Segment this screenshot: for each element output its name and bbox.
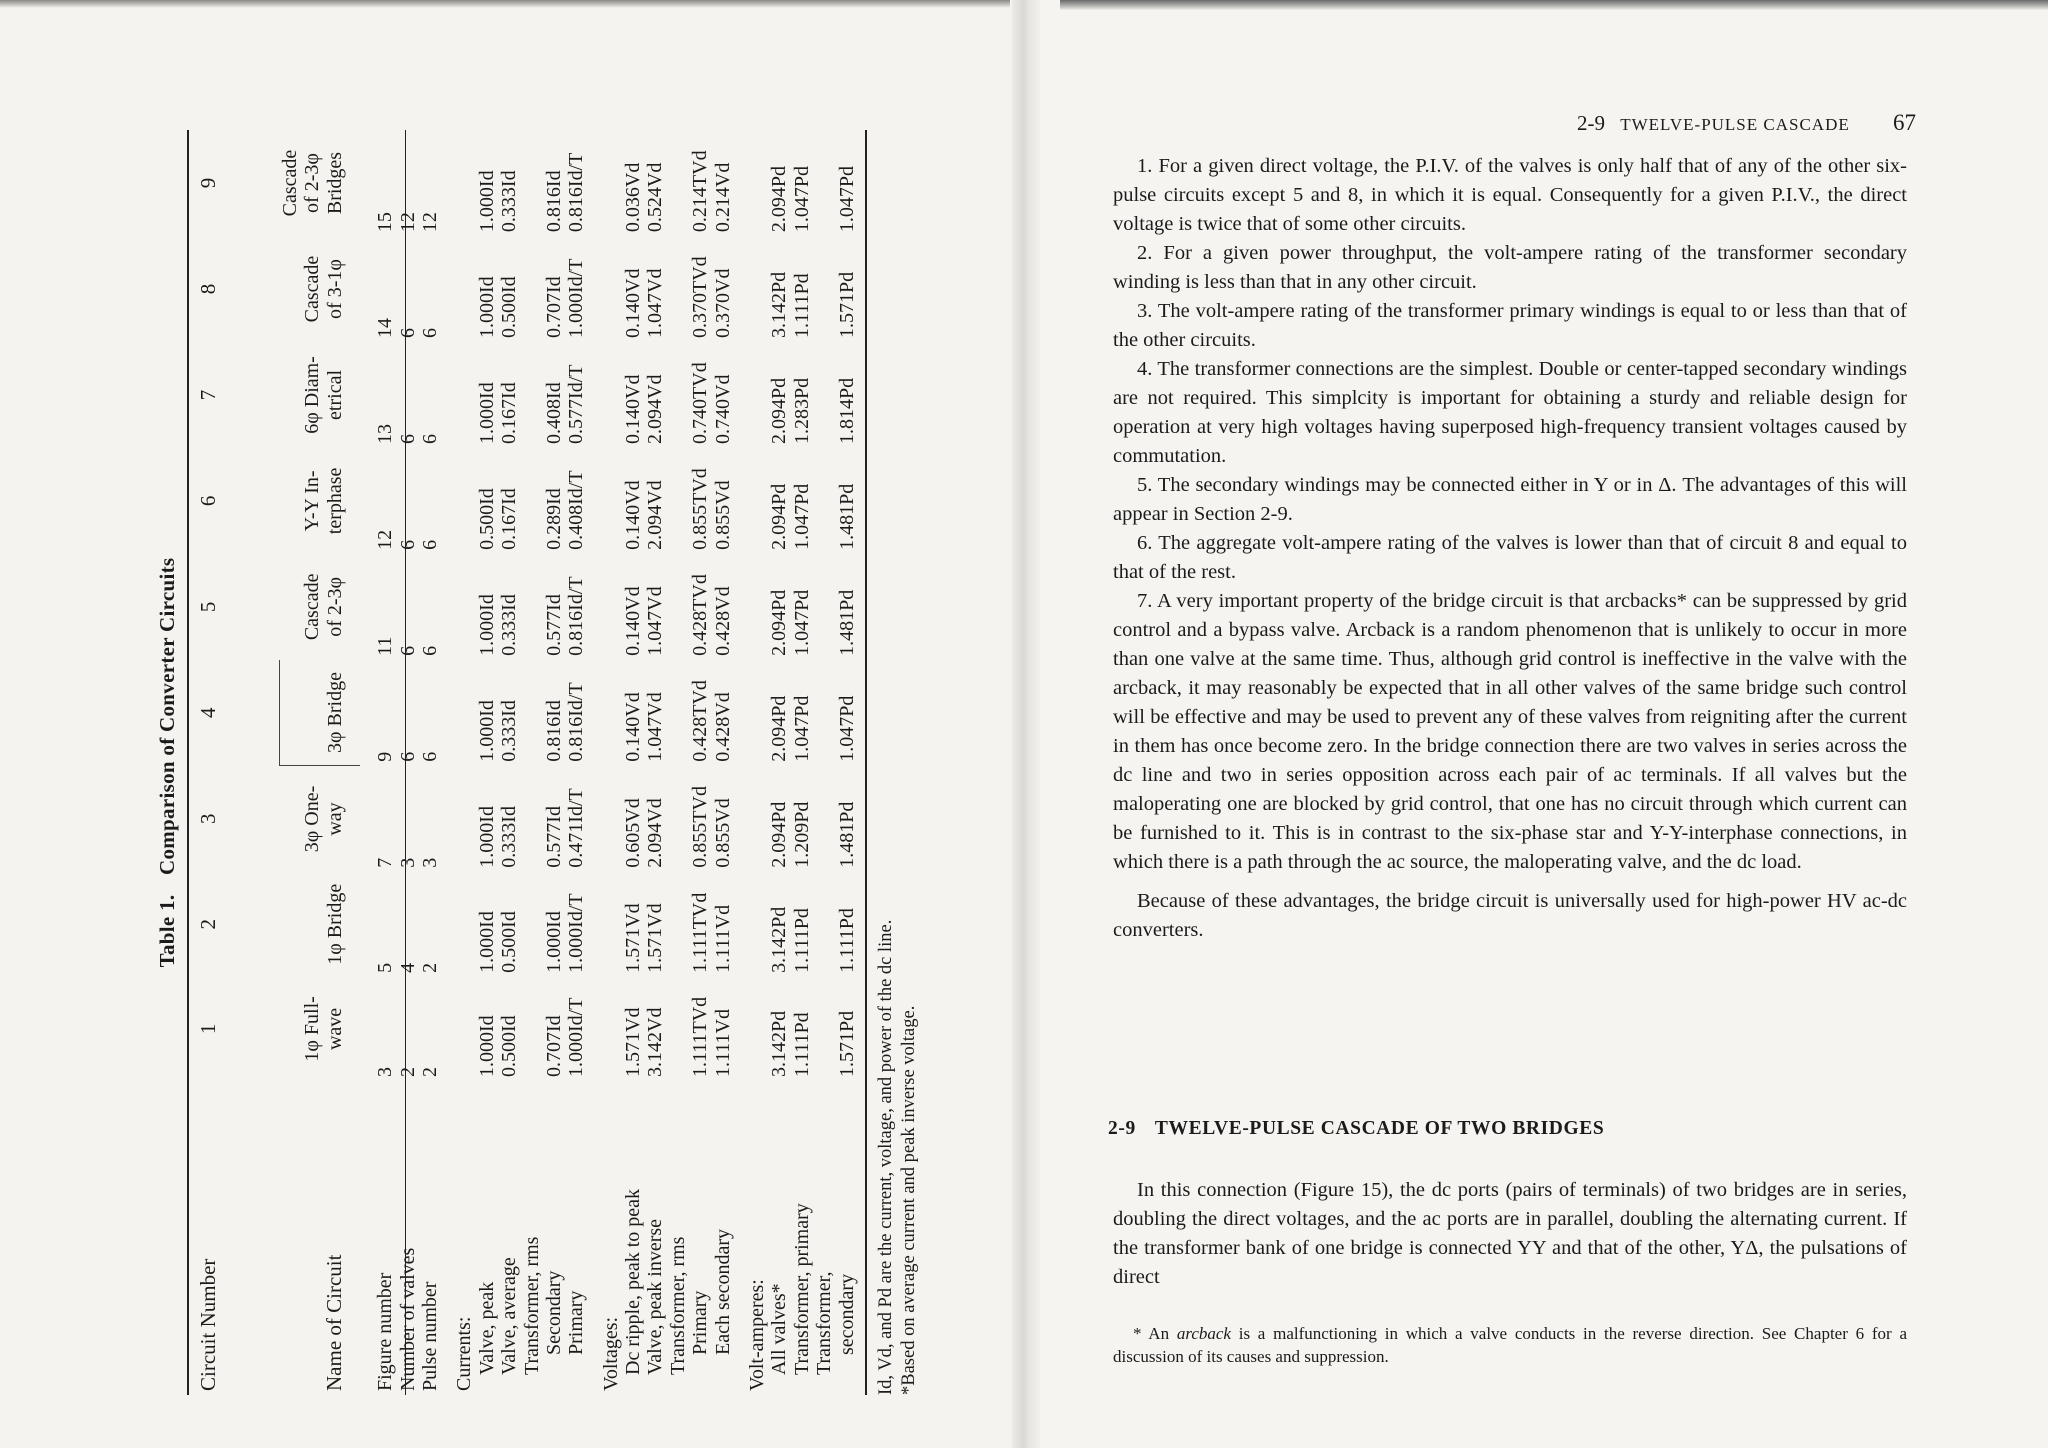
table-cell: 2.094Pd	[768, 165, 791, 233]
table-cell	[746, 872, 768, 977]
table-cell: 6	[418, 433, 441, 444]
table-cell: 1.000Id	[475, 1015, 498, 1077]
table-cell: 0.214Vd	[711, 162, 734, 233]
table-cell	[453, 977, 475, 1081]
table-cell: 0.855Vd	[711, 798, 734, 868]
table-cell: 2.094Pd	[768, 377, 791, 444]
table-cell: 11	[374, 636, 397, 656]
row-label: Valve, peak	[475, 1281, 498, 1375]
table-cell: 0.855TVd	[689, 468, 712, 550]
section-heading	[1108, 1118, 1908, 1140]
table-cell: 1.111Pd	[790, 908, 813, 973]
table-row	[543, 130, 565, 1395]
row-label: Volt-amperes:	[746, 1279, 769, 1391]
circuit-number-row	[191, 130, 279, 1395]
table-cell: 12	[374, 529, 397, 550]
table-cell	[667, 130, 689, 236]
paragraph: 5. The secondary windings may be connected either in Y or in Δ. The advantages of this will appear in Section 2-9.	[1113, 474, 1907, 525]
table-cell	[521, 342, 543, 448]
table-cell: 1.571Vd	[644, 903, 667, 973]
table-row	[644, 130, 666, 1395]
table-cell: 3	[374, 1067, 397, 1077]
book-gutter	[1012, 0, 1040, 1448]
table-cell: 1.000Id	[475, 700, 498, 762]
table-cell: 0.740Vd	[711, 374, 734, 444]
table-cell	[521, 448, 543, 554]
table-cell: 1.000Id	[475, 806, 498, 868]
table-cell	[600, 130, 622, 236]
circuit-number-cell: 2	[196, 919, 220, 930]
table-title	[155, 130, 180, 1395]
table-cell	[667, 342, 689, 448]
circuit-number-cell: 3	[196, 813, 220, 824]
row-label: Dc ripple, peak to peak	[622, 1188, 645, 1375]
table-row	[667, 130, 689, 1395]
table-cell	[521, 872, 543, 977]
table-cell: 2.094Pd	[768, 483, 791, 550]
table-cell: 0.428Vd	[711, 586, 734, 656]
table-cell: 0.524Vd	[644, 162, 667, 233]
table-row	[712, 130, 734, 1395]
row-label: Each secondary	[711, 1228, 734, 1355]
table-cell	[746, 130, 768, 236]
footnote-term: arcback	[1176, 1324, 1231, 1343]
table-cell	[453, 660, 475, 766]
table-cell: 0.428Vd	[711, 692, 734, 762]
paragraph: 7. A very important property of the bridge circuit is that arcbacks* can be suppressed by grid control and a bypass valve. Arcback is a random phenomenon that is unlikely to occur in more than one valve at the same time. Thus, although grid control is ineffective in the valve with the arcback, it may reasonably be expected that in all other valves of the same bridge such control will be effective and may be used to prevent any of these valves from reigniting after the current in them has once become zero. In the bridge connection there are two valves in series across the dc line and two in series opposition across each pair of ac terminals. If all valves but the maloperating one are blocked by grid control, that one has no circuit through which current can be furnished to it. This is in contrast to the six-phase star and Y-Y-interphase connections, in which there is a path through the ac source, the maloperating valve, and the dc load.	[1113, 590, 1907, 873]
table-cell: 1.000Id/T	[565, 893, 588, 973]
table-cell: 0.167Id	[498, 488, 521, 550]
row-label: Voltages:	[599, 1316, 622, 1391]
table-cell: 0.471Id/T	[565, 788, 588, 868]
table-cell: 1.111TVd	[689, 892, 712, 973]
table-number: Table 1.	[155, 894, 179, 968]
table-row	[397, 130, 419, 1395]
table-footnotes	[875, 130, 921, 1395]
table-cell: 6	[418, 645, 441, 656]
paragraph: 4. The transformer connections are the simplest. Double or center-tapped secondary windings are not required. This simplcity is important for obtaining a sturdy and reliable design for operation at very high voltages having superposed high-frequency transient voltages caused by commutation.	[1113, 358, 1907, 467]
table-cell: 2.094Pd	[768, 695, 791, 762]
table-cell	[453, 554, 475, 660]
table-cell: 1.047Pd	[790, 165, 813, 233]
table-cell	[746, 448, 768, 554]
table-cell: 1.047Pd	[790, 695, 813, 762]
table-cell	[600, 660, 622, 766]
table-cell	[813, 977, 835, 1081]
table-cell: 1.209Pd	[790, 801, 813, 868]
row-label: Valve, average	[498, 1257, 521, 1375]
table-row	[791, 130, 813, 1395]
table-cell	[813, 448, 835, 554]
row-label: Figure number	[374, 1272, 397, 1391]
table-cell: 0.370Vd	[711, 268, 734, 338]
running-head-section: 2-9	[1576, 111, 1605, 135]
table-row	[374, 130, 396, 1395]
table-cell: 0.333Id	[498, 594, 521, 656]
body-text	[1113, 152, 1907, 945]
table-cell: 3	[396, 857, 419, 868]
table-cell: 3.142Pd	[768, 1010, 791, 1077]
table-row	[521, 130, 543, 1395]
table-cell	[813, 554, 835, 660]
table-cell: 1.571Vd	[622, 903, 645, 973]
circuit-name-label: Name of Circuit	[321, 1254, 346, 1391]
running-head-title: TWELVE-PULSE CASCADE	[1620, 115, 1850, 134]
page-edge-shadow-right	[1060, 0, 2048, 10]
table-cell: 0.500Id	[498, 276, 521, 338]
table-spacer	[360, 130, 374, 1395]
table-cell: 0.816Id	[542, 170, 565, 233]
table-cell	[521, 130, 543, 236]
row-label: Valve, peak inverse	[644, 1218, 667, 1375]
table-cell: 9	[374, 751, 397, 762]
table-cell	[813, 236, 835, 342]
table-cell: 2.094Vd	[644, 480, 667, 550]
table-cell	[521, 660, 543, 766]
table-cell: 0.140Vd	[622, 268, 645, 338]
circuit-number-cell: 6	[196, 495, 220, 507]
closing-paragraph: Because of these advantages, the bridge circuit is universally used for high-power HV ac-dc converters.	[1113, 890, 1907, 941]
table-cell: 0.855TVd	[689, 786, 712, 868]
table-cell: 1.000Id/T	[565, 997, 588, 1077]
table-cell: 2.094Vd	[644, 798, 667, 868]
row-label: Transformer,	[813, 1271, 836, 1375]
table-cell: 0.140Vd	[622, 586, 645, 656]
table-cell: 6	[418, 539, 441, 550]
table-cell: 0.408Id/T	[565, 470, 588, 550]
row-label: All valves*	[768, 1283, 791, 1375]
table-cell: 0.707Id	[542, 1015, 565, 1077]
table-cell	[746, 236, 768, 342]
table-cell: 2	[396, 1067, 419, 1077]
table-cell: 5	[374, 962, 397, 973]
table-cell: 1.047Pd	[790, 589, 813, 656]
section-paragraph: In this connection (Figure 15), the dc ports (pairs of terminals) of two bridges are in series, doubling the direct voltages, and the ac ports are in parallel, doubling the alternating current. If the transformer bank of one bridge is connected YY and that of the other, YΔ, the pulsations of direct	[1113, 1179, 1907, 1288]
table-cell: 2.094Vd	[644, 374, 667, 444]
table-cell: 1.283Pd	[790, 377, 813, 444]
table-cell: 0.140Vd	[622, 480, 645, 550]
table-cell	[667, 766, 689, 872]
table-cell: 6	[396, 328, 419, 338]
table-cell: 1.481Pd	[835, 589, 858, 656]
row-label: secondary	[835, 1273, 858, 1355]
table-cell	[453, 766, 475, 872]
table-cell: 1.047Vd	[644, 692, 667, 762]
table-cell: 1.047Pd	[835, 695, 858, 762]
table-cell: 6	[396, 645, 419, 656]
table-cell: 1.571Pd	[835, 271, 858, 338]
table-spacer	[441, 130, 453, 1395]
rotated-table-block	[155, 130, 920, 1395]
table-cell: 0.816Id/T	[565, 682, 588, 762]
table-top-rule	[187, 130, 189, 1395]
table-cell: 0.333Id	[498, 170, 521, 233]
table-cell: 0.408Id	[542, 382, 565, 444]
page-number: 67	[1893, 110, 1916, 135]
table-cell: 2	[418, 962, 441, 973]
table-row	[746, 130, 768, 1395]
table-cell: 1.571Pd	[835, 1010, 858, 1077]
table-row	[836, 130, 858, 1395]
table-cell: 0.816Id	[542, 700, 565, 762]
row-label: Primary	[689, 1290, 712, 1355]
row-label: Transformer, rms	[520, 1236, 543, 1375]
table-cell	[453, 130, 475, 236]
table-cell	[813, 342, 835, 448]
table-cell	[746, 554, 768, 660]
table-cell	[667, 977, 689, 1081]
paragraph: 3. The volt-ampere rating of the transformer primary windings is equal to or less than that of the other circuits.	[1113, 300, 1907, 351]
table-cell	[746, 977, 768, 1081]
row-label: Pulse number	[418, 1281, 441, 1391]
table-cell: 0.333Id	[498, 700, 521, 762]
circuit-name-cell: 1φ Full- wave	[301, 996, 346, 1062]
table-cell: 6	[396, 539, 419, 550]
table-cell	[667, 448, 689, 554]
table-footnote-symbols: Id, Vd, and Pd are the current, voltage, and power of the dc line.	[876, 919, 896, 1395]
table-cell: 0.333Id	[498, 806, 521, 868]
table-cell: 0.428TVd	[689, 574, 712, 656]
running-head	[1540, 110, 1916, 136]
comparison-table	[191, 130, 858, 1395]
table-cell	[746, 342, 768, 448]
table-cell: 1.000Id	[475, 276, 498, 338]
table-cell	[667, 554, 689, 660]
table-row	[622, 130, 644, 1395]
table-body	[191, 130, 858, 1395]
table-cell: 0.428TVd	[689, 680, 712, 762]
table-cell	[813, 872, 835, 977]
row-label: Currents:	[453, 1316, 476, 1391]
table-cell: 3.142Pd	[768, 906, 791, 973]
table-cell	[521, 236, 543, 342]
table-cell: 0.855Vd	[711, 480, 734, 550]
table-cell: 0.577Id/T	[565, 364, 588, 444]
circuit-number-cell: 7	[196, 389, 220, 401]
table-cell	[453, 236, 475, 342]
table-row	[419, 130, 441, 1395]
table-bottom-rule	[865, 130, 867, 1395]
table-cell: 0.214TVd	[689, 150, 712, 233]
table-cell	[667, 872, 689, 977]
table-cell: 3.142Vd	[644, 1007, 667, 1077]
table-cell: 0.140Vd	[622, 374, 645, 444]
circuit-number-cell: 5	[196, 601, 220, 613]
circuit-name-cell: Y-Y In- terphase	[301, 467, 346, 535]
table-cell: 0.816Id/T	[565, 576, 588, 656]
table-cell	[453, 448, 475, 554]
table-cell: 1.481Pd	[835, 801, 858, 868]
section-body	[1113, 1176, 1907, 1292]
table-cell	[667, 236, 689, 342]
table-cell: 12	[418, 212, 441, 233]
circuit-number-label: Circuit Number	[196, 1258, 220, 1391]
table-cell: 6	[418, 751, 441, 762]
circuit-name-cell: Cascade of 3-1φ	[301, 255, 346, 323]
table-cell: 1.111Pd	[790, 1012, 813, 1077]
footnote-lead: * An	[1133, 1324, 1177, 1343]
table-cell: 1.047Pd	[790, 483, 813, 550]
table-cell	[813, 766, 835, 872]
table-cell: 3.142Pd	[768, 271, 791, 338]
table-cell: 6	[418, 328, 441, 338]
page-edge-shadow-left	[0, 0, 1010, 8]
table-cell: 0.500Id	[475, 488, 498, 550]
row-label: Transformer, rms	[666, 1236, 689, 1375]
table-row	[498, 130, 520, 1395]
circuit-name-cell: 3φ Bridge	[279, 660, 360, 766]
table-cell: 2.094Pd	[768, 589, 791, 656]
row-label: Primary	[565, 1290, 588, 1355]
circuit-name-row	[279, 130, 360, 1395]
table-cell: 7	[374, 857, 397, 868]
circuit-number-cell: 4	[196, 707, 220, 719]
table-cell: 6	[396, 751, 419, 762]
row-label: Secondary	[542, 1270, 565, 1355]
table-cell	[521, 766, 543, 872]
table-cell: 1.000Id	[475, 382, 498, 444]
table-cell: 6	[396, 433, 419, 444]
table-cell: 0.140Vd	[622, 692, 645, 762]
table-cell: 4	[396, 962, 419, 973]
table-row	[600, 130, 622, 1395]
circuit-number-cell: 1	[196, 1023, 220, 1035]
table-cell: 1.111Vd	[711, 904, 734, 973]
table-cell	[453, 872, 475, 977]
paragraph: 6. The aggregate volt-ampere rating of the valves is lower than that of circuit 8 and equal to that of the rest.	[1113, 532, 1907, 583]
table-cell: 1.000Id	[475, 911, 498, 973]
page-footnote	[1113, 1322, 1907, 1368]
table-cell: 14	[374, 318, 397, 338]
table-cell: 1.111Pd	[790, 273, 813, 338]
table-cell: 0.605Vd	[622, 798, 645, 868]
table-row	[768, 130, 790, 1395]
table-cell: 0.289Id	[542, 488, 565, 550]
table-row	[453, 130, 475, 1395]
table-cell	[667, 660, 689, 766]
footnote-rest: is a malfunctioning in which a valve conducts in the reverse direction. See Chapter 6 for a discussion of its causes and suppression.	[1113, 1324, 1907, 1366]
row-label: Number of valves	[396, 1247, 419, 1391]
table-cell: 0.816Id/T	[565, 152, 588, 233]
table-cell: 0.577Id	[542, 806, 565, 868]
table-spacer	[588, 130, 600, 1395]
table-cell: 1.047Vd	[644, 268, 667, 338]
table-cell: 12	[396, 212, 419, 233]
table-cell	[521, 977, 543, 1081]
table-cell: 1.111TVd	[689, 996, 712, 1077]
table-cell	[746, 660, 768, 766]
row-label: Transformer, primary	[790, 1203, 813, 1375]
table-cell	[813, 130, 835, 236]
table-caption: Comparison of Converter Circuits	[155, 557, 179, 875]
circuit-name-cell: 6φ Diam- etrical	[301, 356, 346, 434]
table-cell: 1.047Pd	[835, 165, 858, 233]
table-cell: 1.571Vd	[622, 1007, 645, 1077]
table-row	[476, 130, 498, 1395]
table-cell: 1.000Id	[475, 594, 498, 656]
section-number: 2-9	[1108, 1118, 1136, 1139]
table-cell: 0.577Id	[542, 594, 565, 656]
table-cell: 1.814Pd	[835, 377, 858, 444]
table-cell: 0.707Id	[542, 276, 565, 338]
table-cell: 1.111Pd	[835, 908, 858, 973]
table-cell	[600, 977, 622, 1081]
table-cell: 2	[418, 1067, 441, 1077]
table-cell: 3	[418, 857, 441, 868]
paragraph: 1. For a given direct voltage, the P.I.V. of the valves is only half that of any of the other six-pulse circuits except 5 and 8, in which it is equal. Consequently for a given P.I.V., the direct voltage is twice that of some other circuits.	[1113, 155, 1907, 235]
table-cell: 0.740TVd	[689, 362, 712, 444]
table-cell	[746, 766, 768, 872]
table-cell: 1.000Id	[475, 170, 498, 233]
table-cell: 0.500Id	[498, 1015, 521, 1077]
table-cell: 1.047Vd	[644, 586, 667, 656]
table-cell: 15	[374, 212, 397, 233]
table-cell: 0.500Id	[498, 911, 521, 973]
table-cell	[521, 554, 543, 660]
table-cell	[600, 342, 622, 448]
paragraph: 2. For a given power throughput, the volt-ampere rating of the transformer secondary winding is less than that in any other circuit.	[1113, 242, 1907, 293]
footnote-text	[1113, 1322, 1907, 1368]
table-cell: 0.370TVd	[689, 256, 712, 338]
circuit-number-cell: 9	[196, 177, 220, 189]
table-spacer	[734, 130, 746, 1395]
table-cell: 1.000Id	[542, 911, 565, 973]
circuit-number-cell: 8	[196, 283, 220, 295]
table-row	[813, 130, 835, 1395]
circuit-name-cell: Cascade of 2-3φ	[301, 573, 346, 641]
table-cell: 0.167Id	[498, 382, 521, 444]
table-row	[565, 130, 587, 1395]
table-cell	[813, 660, 835, 766]
circuit-name-cell: 1φ Bridge	[323, 883, 346, 965]
table-cell: 13	[374, 423, 397, 444]
table-cell	[600, 766, 622, 872]
table-row	[689, 130, 711, 1395]
table-cell	[600, 554, 622, 660]
table-cell: 2.094Pd	[768, 801, 791, 868]
table-cell	[453, 342, 475, 448]
table-cell: 1.000Id/T	[565, 258, 588, 338]
circuit-name-cell: 3φ One- way	[301, 785, 346, 853]
table-cell: 0.036Vd	[622, 162, 645, 233]
table-cell	[600, 448, 622, 554]
circuit-name-cell: Cascade of 2-3φ Bridges	[279, 149, 346, 217]
section-title: TWELVE-PULSE CASCADE OF TWO BRIDGES	[1154, 1118, 1605, 1139]
table-cell	[600, 236, 622, 342]
table-footnote-asterisk: *Based on average current and peak inverse voltage.	[899, 1005, 920, 1395]
table-cell	[600, 872, 622, 977]
table-cell: 1.481Pd	[835, 483, 858, 550]
table-cell: 1.111Vd	[711, 1009, 734, 1077]
